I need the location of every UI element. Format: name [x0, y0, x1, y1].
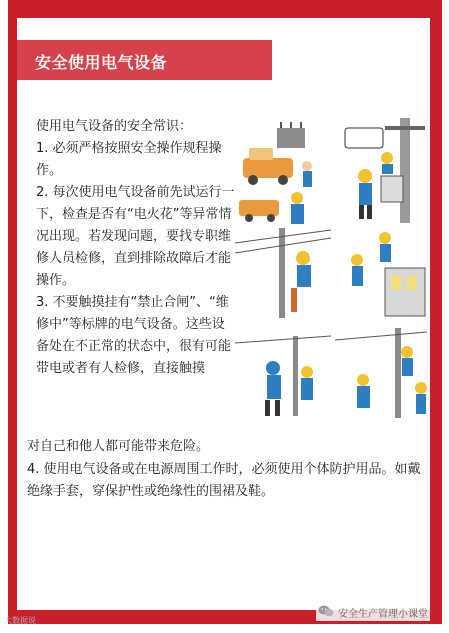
watermark-right — [316, 604, 430, 621]
wechat-icon — [318, 605, 334, 620]
paragraph: 4. 使用电气设备或在电源周围工作时，必须使用个体防护用品。如戴绝缘手套，穿保护性或绝缘性的围裙及鞋。 — [27, 461, 421, 499]
paragraph: 2. 每次使用电气设备前先试运行一下，检查是否有“电火花”等异常情况出现。若发现问题，要找专职维修人员检修，直到排除故障后才能操作。 — [36, 185, 235, 288]
paragraph: 1. 必须严格按照安全操作规程操作。 — [36, 141, 222, 178]
illustration-lineman-pole — [235, 228, 331, 318]
safety-illustrations — [235, 118, 427, 428]
paragraph: 3. 不要触摸挂有“禁止合闸”、“维修中”等标牌的电气设备。这些设备处在不正常的状态中，很有可能带电或者有人检修，直接触摸 — [36, 295, 232, 376]
watermark-left-text: 大数据说 — [4, 616, 36, 625]
paragraph: 使用电气设备的安全常识： — [36, 119, 193, 134]
title-bar — [17, 40, 272, 80]
page-title: 安全使用电气设备 — [35, 53, 168, 72]
column-text — [36, 116, 236, 380]
illustration-truck-transformer — [243, 122, 312, 187]
illustration-power-lines — [235, 336, 331, 416]
watermark-right-text: 安全生产管理小课堂 — [338, 609, 428, 620]
full-width-text — [27, 436, 422, 504]
watermark-left — [4, 615, 36, 626]
illustration-switchboard — [351, 232, 425, 316]
illustration-pole-speech — [345, 118, 425, 223]
illustration-worker-tool — [239, 192, 304, 224]
illustration-ladder-pole — [335, 328, 427, 418]
paragraph: 对自己和他人都可能带来危险。 — [27, 439, 210, 454]
content-card — [17, 18, 430, 610]
